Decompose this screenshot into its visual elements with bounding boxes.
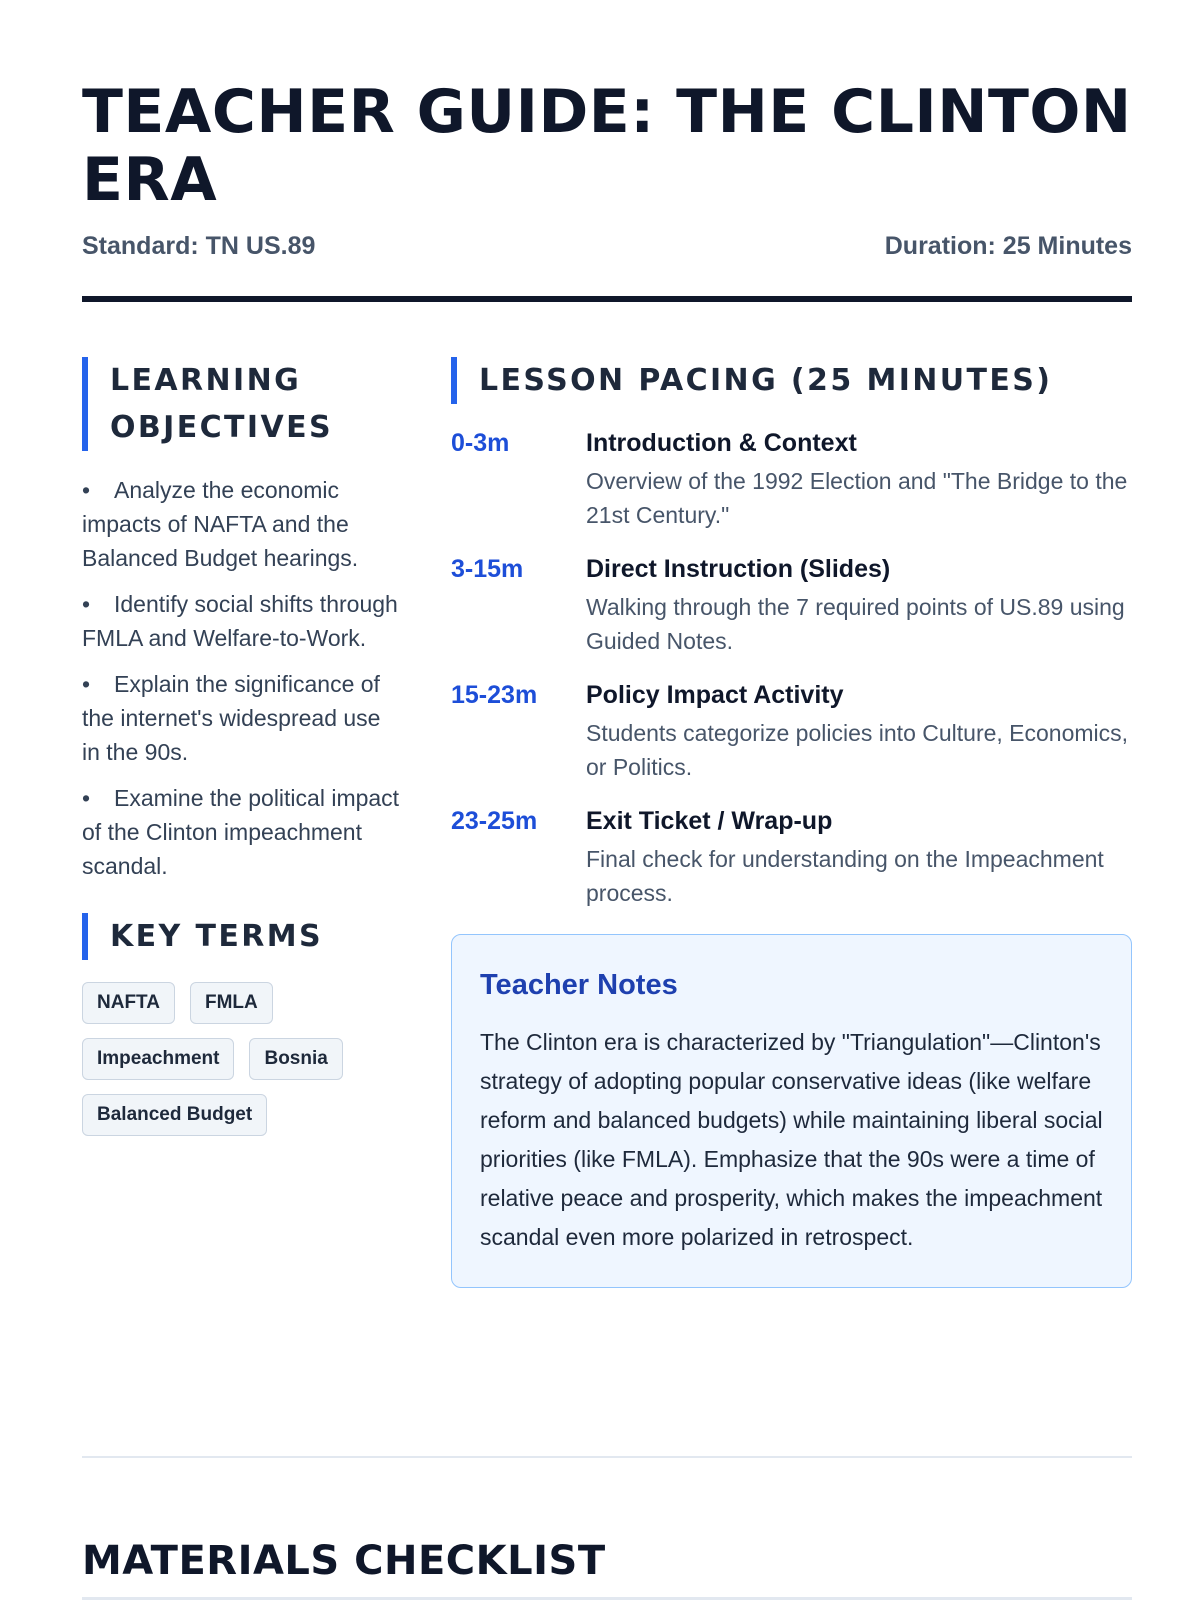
pacing-description: Students categorize policies into Culture, Economics, or Politics.: [586, 720, 1129, 780]
pacing-description: Final check for understanding on the Impeachment process.: [586, 846, 1104, 906]
page-title: TEACHER GUIDE: THE CLINTON ERA: [82, 77, 1132, 215]
objectives-heading: LEARNING OBJECTIVES: [82, 357, 402, 451]
list-item: • Identify social shifts through FMLA and Welfare-to-Work.: [82, 591, 398, 651]
list-item: • Explain the significance of the internet's widespread use in the 90s.: [82, 671, 381, 765]
pacing-description: Overview of the 1992 Election and "The Bridge to the 21st Century.": [586, 468, 1128, 528]
pacing-row: [451, 678, 1132, 784]
pacing-time: 3-15m: [451, 555, 524, 583]
list-item: • Examine the political impact of the Clinton impeachment scandal.: [82, 785, 400, 879]
pacing-row: [451, 804, 1132, 910]
pacing-heading: LESSON PACING (25 MINUTES): [451, 357, 1132, 404]
teacher-notes-box: [451, 934, 1132, 1288]
pacing-time: 0-3m: [451, 429, 510, 457]
teacher-notes-body: The Clinton era is characterized by "Triangulation"—Clinton's strategy of adopting popular conservative ideas (like welfare reform and balanced budgets) while maintaining liberal social priorities (like FMLA). Emphasize that the 90s were a time of relative peace and prosperity, which makes the impeachment scandal even more polarized in retrospect.: [480, 1029, 1103, 1250]
pacing-row: [451, 426, 1132, 532]
key-terms-list: [82, 982, 382, 1136]
pacing-row: [451, 552, 1132, 658]
pacing-title: Introduction & Context: [586, 429, 857, 457]
term-chip-nafta: NAFTA: [82, 982, 175, 1024]
objectives-list: [82, 473, 402, 883]
teacher-notes-title: Teacher Notes: [480, 969, 678, 1001]
standard-label: Standard: TN US.89: [82, 232, 316, 260]
key-terms-heading: KEY TERMS: [82, 913, 402, 960]
pacing-list: [451, 426, 1132, 910]
materials-heading: MATERIALS CHECKLIST: [82, 1538, 606, 1584]
pacing-title: Policy Impact Activity: [586, 681, 844, 709]
pacing-time: 15-23m: [451, 681, 538, 709]
list-item: • Analyze the economic impacts of NAFTA and the Balanced Budget hearings.: [82, 477, 359, 571]
meta-row: [82, 232, 1132, 261]
pacing-title: Exit Ticket / Wrap-up: [586, 807, 833, 835]
left-column: [82, 357, 402, 1136]
pacing-title: Direct Instruction (Slides): [586, 555, 891, 583]
term-chip-bosnia: Bosnia: [249, 1038, 342, 1080]
title-divider: [82, 296, 1132, 302]
pacing-description: Walking through the 7 required points of US.89 using Guided Notes.: [586, 594, 1125, 654]
right-column: [451, 357, 1132, 1288]
term-chip-balanced-budget: Balanced Budget: [82, 1094, 267, 1136]
duration-label: Duration: 25 Minutes: [884, 232, 1132, 260]
pacing-time: 23-25m: [451, 807, 538, 835]
term-chip-impeachment: Impeachment: [82, 1038, 234, 1080]
section-divider: [82, 1456, 1132, 1458]
term-chip-fmla: FMLA: [190, 982, 273, 1024]
